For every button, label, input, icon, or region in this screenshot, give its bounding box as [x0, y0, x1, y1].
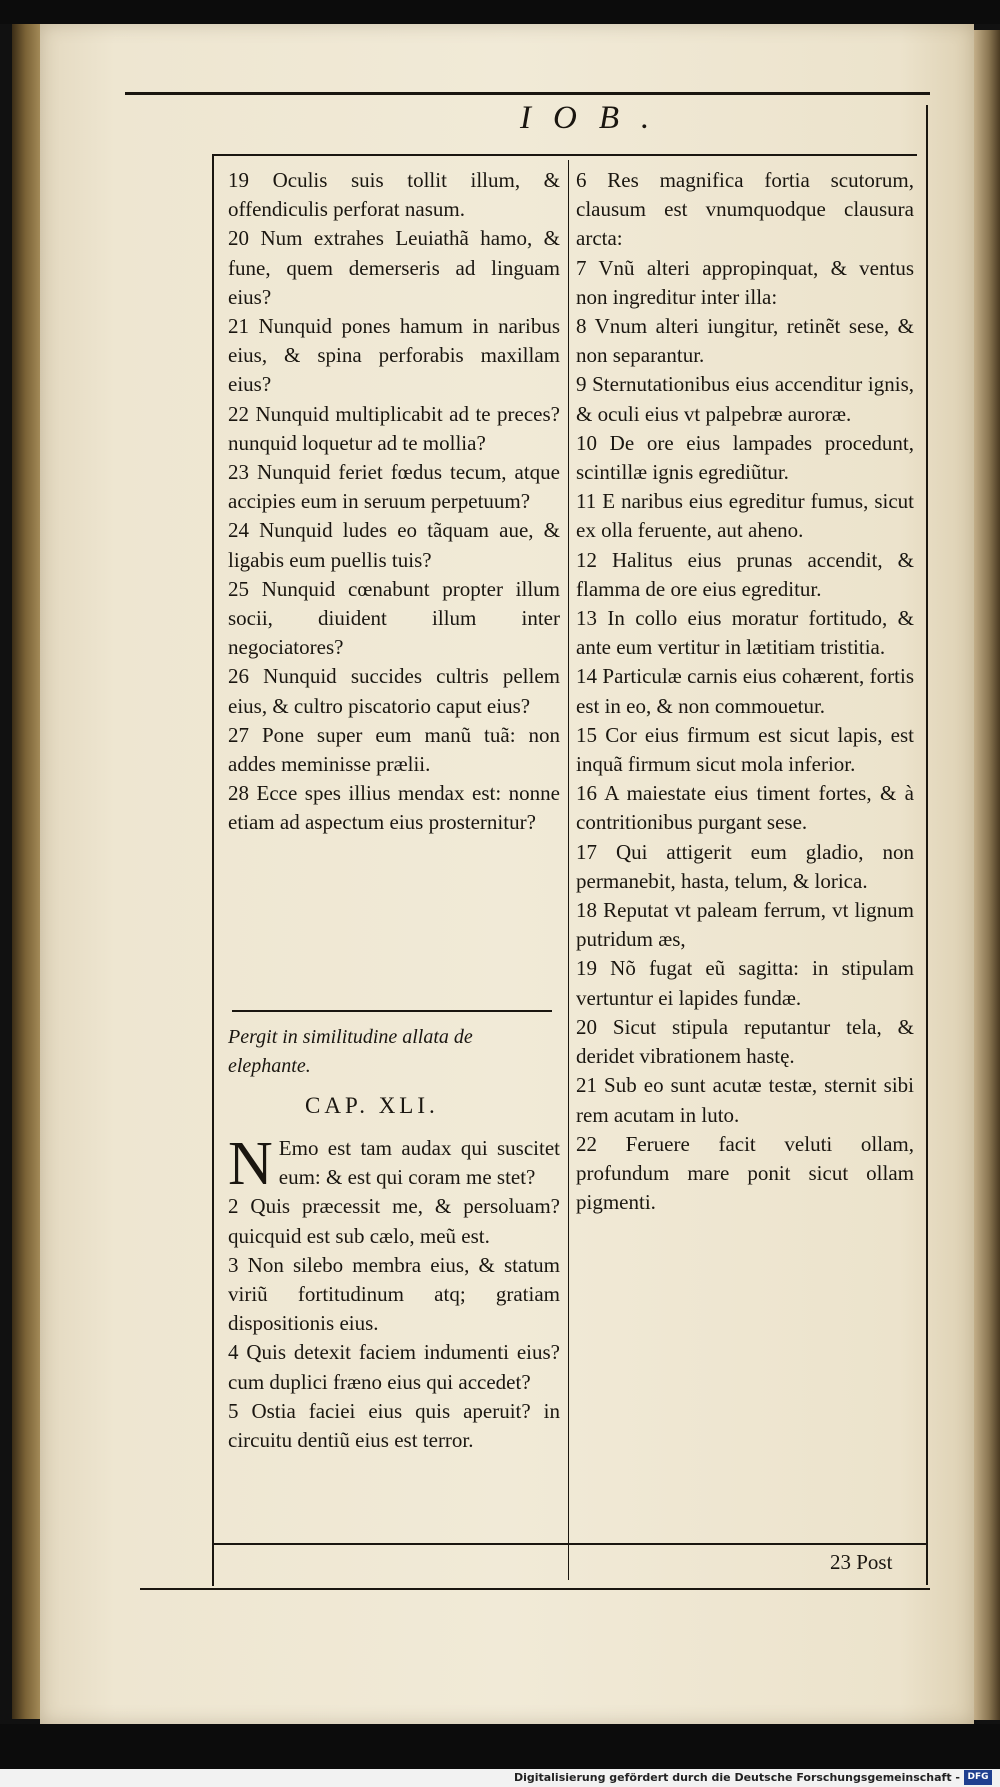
- head-rule: [212, 154, 917, 156]
- running-head: IOB.: [520, 100, 672, 136]
- verse: 19 Nõ fugat eũ sagitta: in stipulam vertuntur ei lapides fundæ.: [576, 956, 914, 1010]
- catchword: 23 Post: [830, 1550, 893, 1574]
- verse: 5 Ostia faciei eius quis aperuit? in circuitu dentiũ eius est terror.: [228, 1398, 560, 1453]
- verse: 28 Ecce spes illius mendax est: nonne etiam ad aspectum eius prosternitur?: [228, 781, 560, 835]
- chapter-text: [228, 1130, 560, 1455]
- verse: 22 Feruere facit veluti ollam, profundum mare ponit sicut ollam pigmenti.: [576, 1131, 914, 1215]
- verse: 14 Particulæ carnis eius cohærent, fortis est in eo, & non commouetur.: [576, 664, 914, 718]
- verse: 9 Sternutationibus eius accenditur ignis, & oculi eius vt palpebræ auroræ.: [576, 372, 914, 426]
- footer-credit: Digitalisierung gefördert durch die Deutsche Forschungsgemeinschaft -: [513, 1771, 960, 1784]
- book-spine-edge: [12, 24, 42, 1719]
- scan-bottom-border: [0, 1724, 1000, 1769]
- verse: 26 Nunquid succides cultris pellem eius, & cultro piscatorio caput eius?: [228, 664, 560, 718]
- left-frame-rule: [212, 156, 214, 1586]
- verse: 19 Oculis suis tollit illum, & offendiculis perforat nasum.: [228, 168, 560, 222]
- verse: 20 Num extrahes Leuiathã hamo, & fune, quem demerseris ad linguam eius?: [228, 226, 560, 309]
- bottom-text-rule: [212, 1543, 927, 1545]
- verse: Emo est tam audax qui suscitet eum: & est qui coram me stet?: [278, 1136, 560, 1190]
- verse: 7 Vnũ alteri appropinquat, & ventus non ingreditur inter illa:: [576, 255, 914, 309]
- verse: 4 Quis detexit faciem indumenti eius? cum duplici fræno eius qui accedet?: [228, 1340, 560, 1394]
- verse: 3 Non silebo membra eius, & statum viriũ fortitudinum atq; gratiam dispositionis eius.: [228, 1252, 560, 1336]
- verse: 23 Nunquid feriet fœdus tecum, atque accipies eum in seruum perpetuum?: [228, 460, 560, 514]
- verse: 21 Nunquid pones hamum in naribus eius, & spina perforabis maxillam eius?: [228, 314, 560, 397]
- chapter-summary: Pergit in similitudine allata de elephante.: [228, 1026, 473, 1077]
- section-divider: [232, 1010, 552, 1012]
- top-frame-rule: [125, 92, 930, 95]
- column-divider: [568, 160, 569, 1580]
- verse: 27 Pone super eum manũ tuã: non addes meminisse prælii.: [228, 722, 560, 777]
- verse: 13 In collo eius moratur fortitudo, & ante eum vertitur in lætitiam tristitia.: [576, 606, 914, 660]
- verse: 10 De ore eius lampades procedunt, scintillæ ignis egrediũtur.: [576, 430, 914, 485]
- chapter-heading: CAP. XLI.: [305, 1093, 439, 1118]
- verse: 21 Sub eo sunt acutæ testæ, sternit sibi rem acutam in luto.: [576, 1073, 914, 1127]
- verse: 17 Qui attigerit eum gladio, non permanebit, hasta, telum, & lorica.: [576, 839, 914, 893]
- drop-cap: N: [228, 1130, 273, 1198]
- verse: 8 Vnum alteri iungitur, retinẽt sese, & non separantur.: [576, 314, 914, 368]
- verse: 20 Sicut stipula reputantur tela, & deridet vibrationem hastę.: [576, 1014, 914, 1069]
- book-fore-edge: [972, 30, 1000, 1720]
- verse: 24 Nunquid ludes eo tãquam aue, & ligabis eum puellis tuis?: [228, 518, 560, 572]
- scan-top-border: [0, 0, 1000, 24]
- verse: 25 Nunquid cœnabunt propter illum socii, diuident illum inter negociatores?: [228, 576, 560, 660]
- left-column: [228, 166, 560, 838]
- verse: 2 Quis præcessit me, & persoluam? quicquid est sub cælo, meũ est.: [228, 1194, 560, 1248]
- right-column: [576, 166, 914, 1217]
- verse: 22 Nunquid multiplicabit ad te preces? nunquid loquetur ad te mollia?: [228, 401, 560, 455]
- bottom-frame-rule: [140, 1588, 930, 1590]
- verse: 18 Reputat vt paleam ferrum, vt lignum putridum æs,: [576, 898, 914, 952]
- verse: 16 A maiestate eius timent fortes, & à contritionibus purgant sese.: [576, 781, 914, 835]
- verse: 6 Res magnifica fortia scutorum, clausum est vnumquodque clausura arcta:: [576, 168, 914, 251]
- verse: 12 Halitus eius prunas accendit, & flamma de ore eius egreditur.: [576, 547, 914, 601]
- chapter-opening: [228, 1130, 560, 1198]
- verse: 11 E naribus eius egreditur fumus, sicut ex olla feruente, aut aheno.: [576, 489, 914, 543]
- dfg-logo-icon: DFG: [964, 1770, 992, 1785]
- verse: 15 Cor eius firmum est sicut lapis, est inquã firmum sicut mola inferior.: [576, 722, 914, 777]
- right-frame-rule: [926, 105, 928, 1585]
